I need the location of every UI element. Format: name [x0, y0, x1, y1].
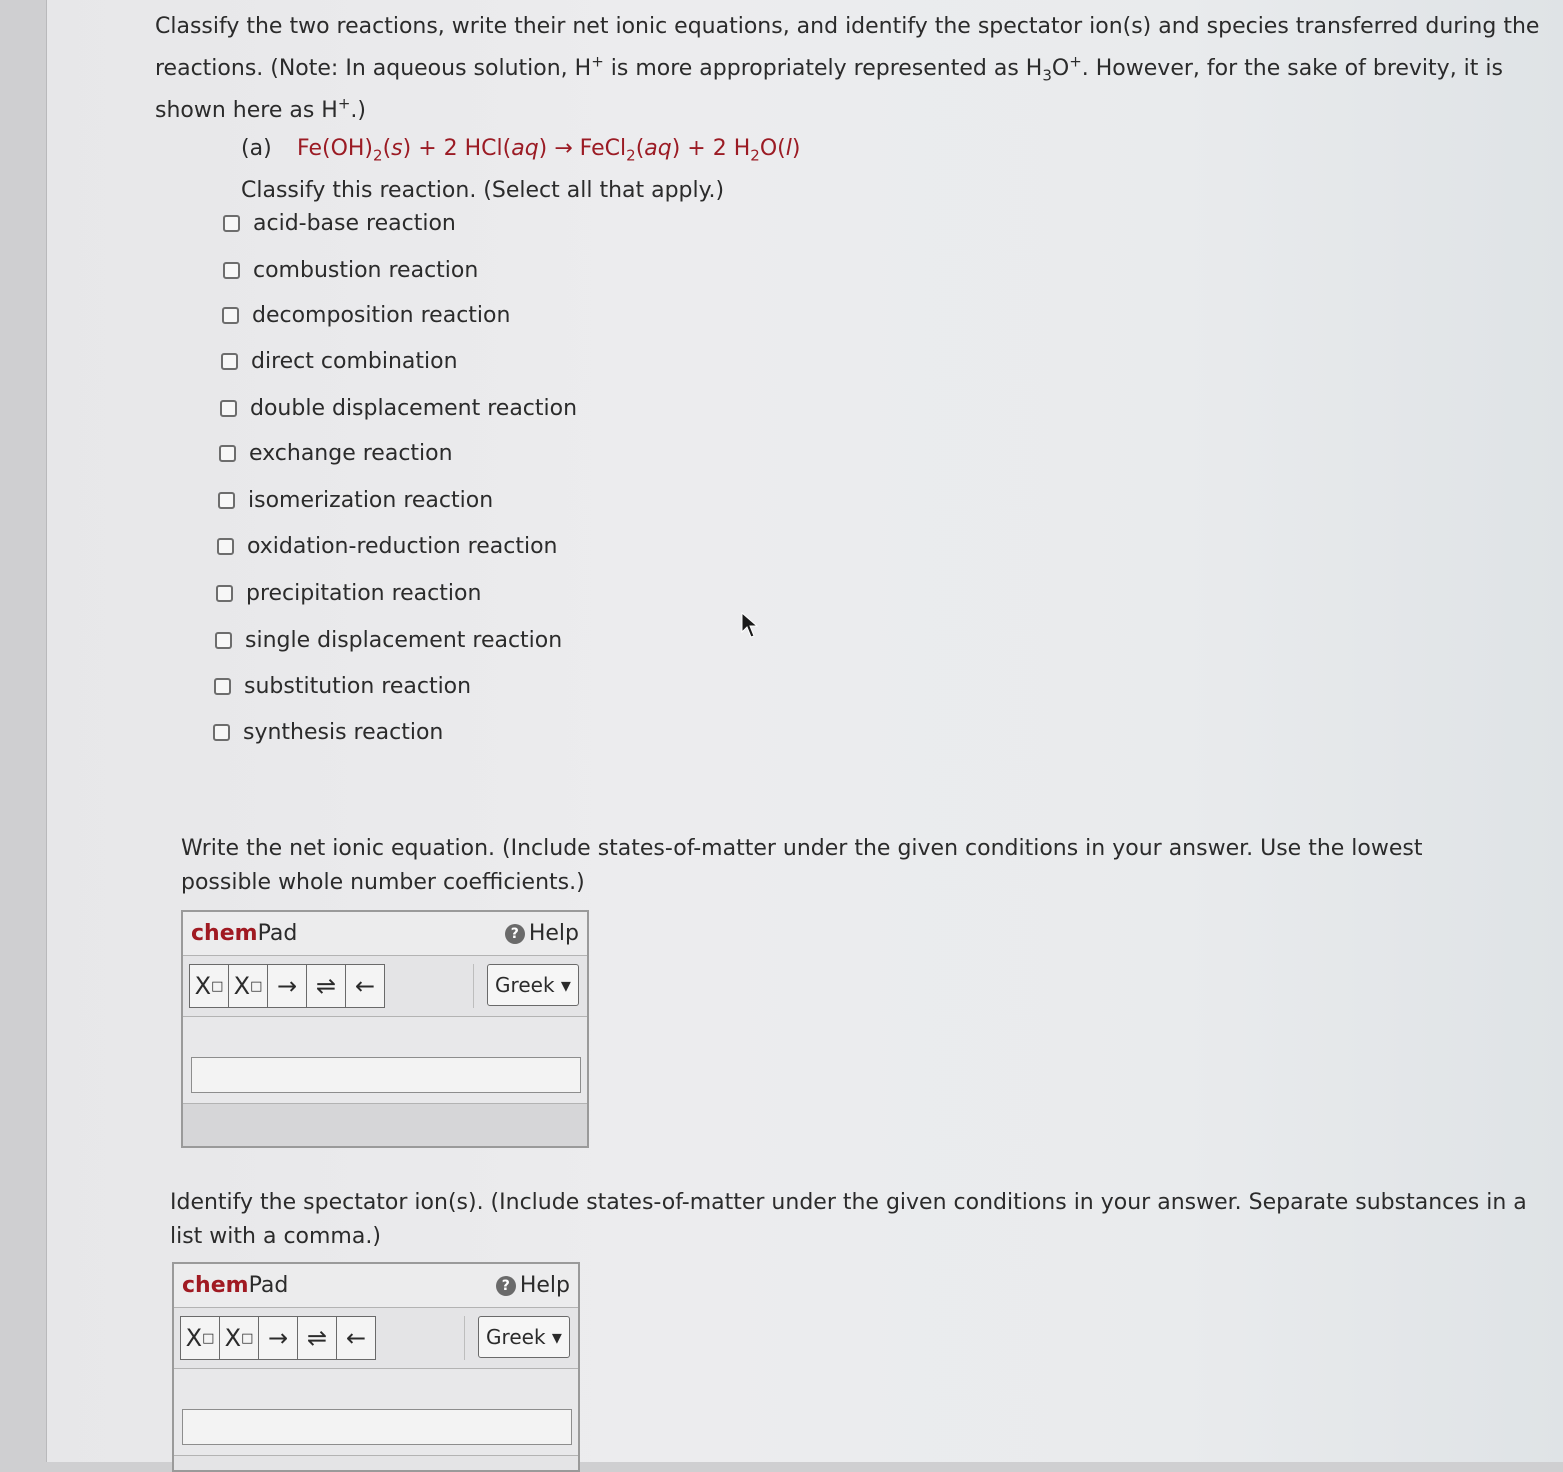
option-direct-combination[interactable]: direct combination — [221, 349, 458, 374]
option-precipitation[interactable]: precipitation reaction — [216, 581, 481, 606]
checkbox[interactable] — [223, 215, 240, 232]
option-exchange[interactable]: exchange reaction — [219, 441, 453, 466]
subscript-button[interactable]: X □ — [189, 964, 229, 1008]
subscript-button[interactable]: X □ — [180, 1316, 220, 1360]
option-acid-base[interactable]: acid-base reaction — [223, 211, 456, 236]
help-icon: ? — [505, 924, 525, 944]
option-substitution[interactable]: substitution reaction — [214, 674, 471, 699]
spectator-prompt: Identify the spectator ion(s). (Include states-of-matter under the given conditions in your answer. Separate substances in a list with a comma.) — [170, 1190, 1527, 1249]
intro-text: Classify the two reactions, write their net ionic equations, and identify the spectator ion(s) and species transferred during the reactions. (Note: In aqueous solution, H+ is more appropriately represented as $H_3O^+$. However, for the sake of brevity, it is shown here as H+.) — [155, 14, 1540, 123]
chempad-net-ionic — [181, 910, 589, 1148]
checkbox[interactable] — [216, 585, 233, 602]
option-decomposition[interactable]: decomposition reaction — [222, 303, 510, 328]
toolbar-divider — [464, 1316, 465, 1360]
option-single-displacement[interactable]: single displacement reaction — [215, 628, 562, 653]
left-arrow-button[interactable]: ← — [345, 964, 385, 1008]
greek-dropdown[interactable]: Greek ▾ — [478, 1316, 570, 1358]
classify-prompt: Classify this reaction. (Select all that apply.) — [241, 178, 725, 203]
mouse-cursor-icon — [741, 612, 759, 640]
option-synthesis[interactable]: synthesis reaction — [213, 720, 443, 745]
spectator-answer-input[interactable] — [182, 1409, 572, 1445]
left-arrow-button[interactable]: ← — [336, 1316, 376, 1360]
chempad-input-area — [174, 1369, 578, 1456]
right-arrow-button[interactable]: → — [267, 964, 307, 1008]
chevron-down-icon: ▾ — [560, 973, 571, 997]
help-icon: ? — [496, 1276, 516, 1296]
checkbox[interactable] — [221, 353, 238, 370]
option-isomerization[interactable]: isomerization reaction — [218, 488, 493, 513]
checkbox[interactable] — [217, 538, 234, 555]
checkbox[interactable] — [219, 445, 236, 462]
question-page — [46, 0, 1563, 1462]
option-oxidation-reduction[interactable]: oxidation-reduction reaction — [217, 534, 558, 559]
chevron-down-icon: ▾ — [551, 1325, 562, 1349]
checkbox[interactable] — [213, 724, 230, 741]
checkbox[interactable] — [223, 262, 240, 279]
option-combustion[interactable]: combustion reaction — [223, 258, 478, 283]
checkbox[interactable] — [220, 400, 237, 417]
superscript-button[interactable]: X □ — [219, 1316, 259, 1360]
chempad-toolbar — [183, 956, 587, 1017]
chempad-header — [174, 1264, 578, 1308]
greek-dropdown[interactable]: Greek ▾ — [487, 964, 579, 1006]
net-ionic-prompt: Write the net ionic equation. (Include states-of-matter under the given conditions in your answer. Use the lowest possible whole number coefficients.) — [181, 836, 1423, 895]
right-arrow-button[interactable]: → — [258, 1316, 298, 1360]
part-label: (a) — [241, 136, 272, 161]
help-button[interactable]: ? Help — [496, 1273, 570, 1298]
toolbar-divider — [473, 964, 474, 1008]
option-double-displacement[interactable]: double displacement reaction — [220, 396, 577, 421]
checkbox[interactable] — [218, 492, 235, 509]
net-ionic-answer-input[interactable] — [191, 1057, 581, 1093]
chempad-input-area — [183, 1017, 587, 1104]
chempad-title: chemPad — [191, 921, 298, 946]
chempad-spectator — [172, 1262, 580, 1472]
reaction-equation — [241, 136, 801, 165]
chempad-footer — [183, 1104, 587, 1146]
equilibrium-arrow-button[interactable]: ⇌ — [306, 964, 346, 1008]
chempad-header — [183, 912, 587, 956]
checkbox[interactable] — [222, 307, 239, 324]
chempad-toolbar — [174, 1308, 578, 1369]
help-button[interactable]: ? Help — [505, 921, 579, 946]
equation-formula: $Fe(OH)_2(s) + 2$ HCl(aq) → FeCl$_2$(aq) + 2 $H_2O(l)$ — [297, 136, 801, 165]
checkbox[interactable] — [214, 678, 231, 695]
superscript-button[interactable]: X □ — [228, 964, 268, 1008]
checkbox[interactable] — [215, 632, 232, 649]
chempad-title: chemPad — [182, 1273, 289, 1298]
equilibrium-arrow-button[interactable]: ⇌ — [297, 1316, 337, 1360]
